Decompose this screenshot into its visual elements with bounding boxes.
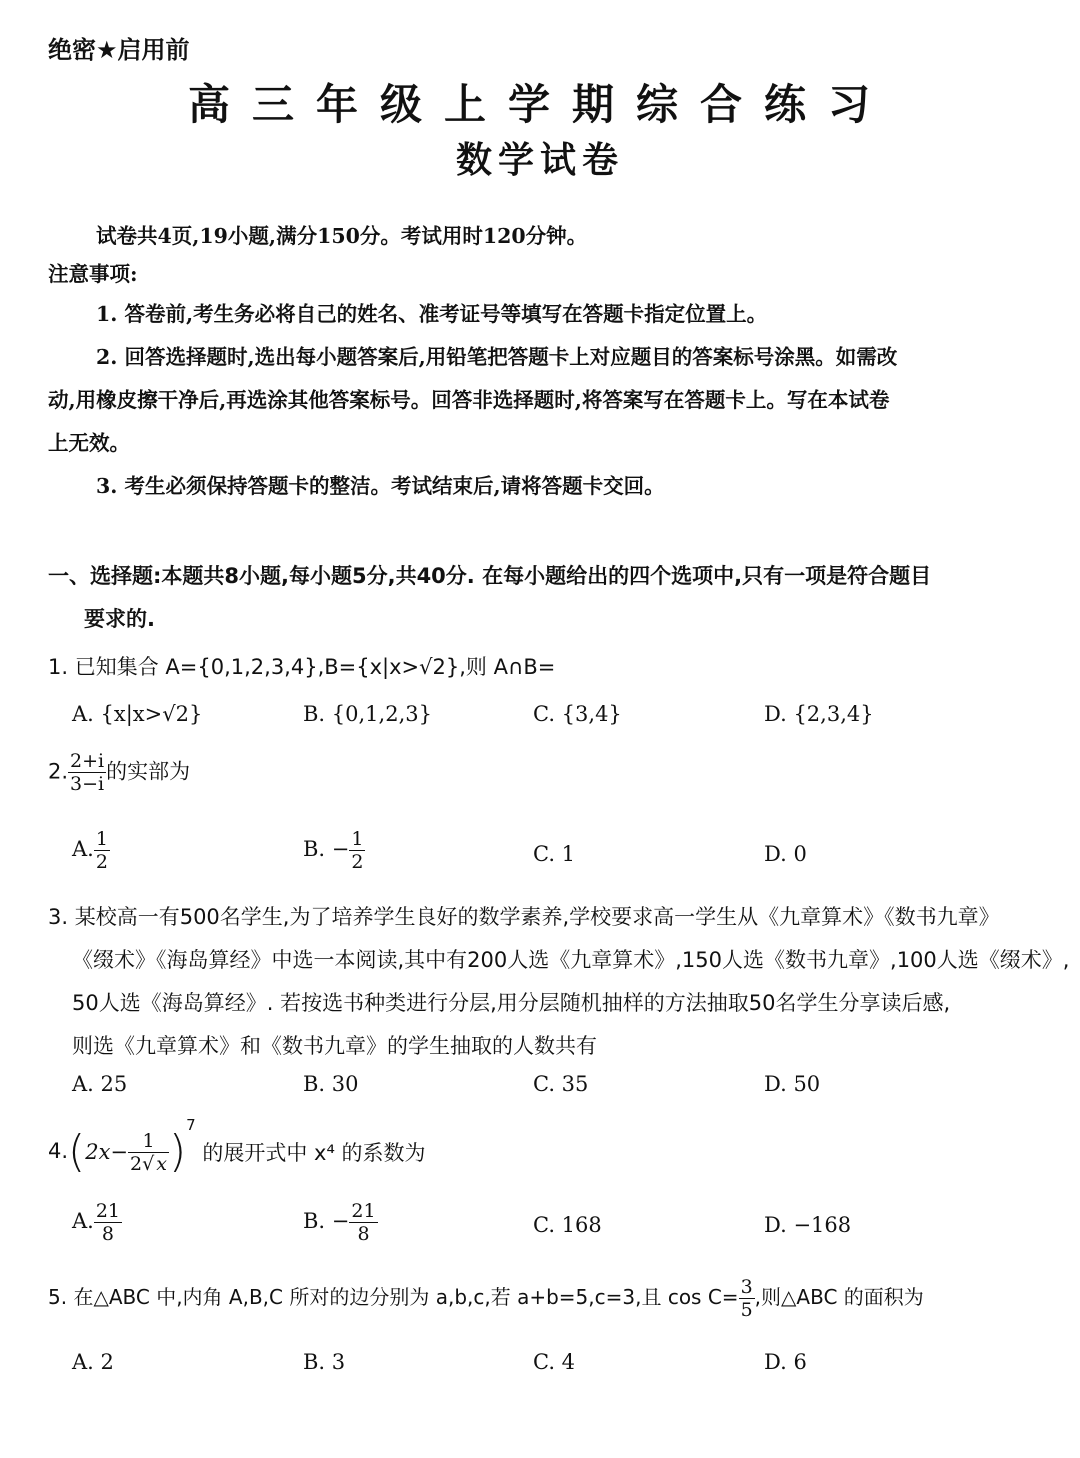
question-4-option-a-label: A. bbox=[72, 1209, 94, 1233]
question-5-option-c: C. 4 bbox=[533, 1350, 576, 1374]
notice-item-2-line-1: 2. 回答选择题时,选出每小题答案后,用铅笔把答题卡上对应题目的答案标号涂黑。如需改 bbox=[96, 345, 898, 369]
notice-item-2-line-3: 上无效。 bbox=[48, 431, 130, 455]
question-5-option-b: B. 3 bbox=[303, 1350, 346, 1374]
question-3-option-a: A. 25 bbox=[72, 1072, 128, 1096]
question-5-stem-head: 5. 在△ABC 中,内角 A,B,C 所对的边分别为 a,b,c,若 a+b=5,c=3,且 cos C= bbox=[48, 1285, 739, 1309]
question-2-option-a-label: A. bbox=[72, 837, 94, 861]
question-2-fraction-numerator: 2+i bbox=[70, 750, 105, 772]
question-4-option-d: D. −168 bbox=[764, 1213, 852, 1237]
question-4-stem-tail: 的展开式中 x⁴ 的系数为 bbox=[202, 1141, 426, 1165]
question-2-option-b-label: B. − bbox=[303, 837, 350, 861]
question-4-den-root: x bbox=[156, 1152, 167, 1175]
question-4-option-a-fraction bbox=[94, 1200, 122, 1245]
confidential-label: 绝密★启用前 bbox=[48, 36, 190, 64]
question-5-fraction-denominator: 5 bbox=[740, 1299, 753, 1321]
question-4-number: 4. bbox=[48, 1139, 69, 1163]
question-4-den-prefix: 2 bbox=[130, 1152, 143, 1175]
question-4-option-b-numerator: 21 bbox=[351, 1200, 376, 1222]
question-2-option-a-fraction bbox=[94, 828, 110, 873]
exam-summary: 试卷共4页,19小题,满分150分。考试用时120分钟。 bbox=[96, 224, 588, 248]
question-2-option-b-denominator: 2 bbox=[351, 851, 364, 873]
question-2-option-a-numerator: 1 bbox=[95, 828, 108, 850]
question-5-stem-tail: ,则△ABC 的面积为 bbox=[754, 1285, 924, 1309]
question-5-stem bbox=[48, 1276, 924, 1321]
exam-subject: 数学试卷 bbox=[455, 140, 624, 181]
question-2-stem bbox=[48, 750, 190, 795]
notice-item-1: 1. 答卷前,考生务必将自己的姓名、准考证号等填写在答题卡指定位置上。 bbox=[96, 302, 768, 326]
question-4-fraction-denominator: 2√ x bbox=[130, 1152, 167, 1175]
question-5-option-d: D. 6 bbox=[764, 1350, 807, 1374]
question-5-option-a: A. 2 bbox=[72, 1350, 114, 1374]
question-2-stem-tail: 的实部为 bbox=[106, 759, 191, 784]
section-1-heading: 一、选择题:本题共8小题,每小题5分,共40分. 在每小题给出的四个选项中,只有一项是符合题目 bbox=[48, 564, 932, 588]
question-5-fraction-numerator: 3 bbox=[740, 1276, 753, 1298]
question-2-number: 2. bbox=[48, 759, 69, 784]
question-2-option-a bbox=[72, 828, 110, 873]
question-2-option-a-denominator: 2 bbox=[95, 851, 108, 873]
question-3-option-b: B. 30 bbox=[303, 1072, 359, 1096]
question-4-option-b bbox=[303, 1200, 378, 1245]
question-4-expr-left: 2x− bbox=[85, 1140, 129, 1164]
question-4-fraction-numerator: 1 bbox=[128, 1130, 169, 1153]
question-3-line-2: 《缀术》《海岛算经》中选一本阅读,其中有200人选《九章算术》,150人选《数书九章》,100人选《缀术》, bbox=[72, 948, 1070, 972]
question-4-option-b-fraction bbox=[349, 1200, 377, 1245]
question-4-stem bbox=[48, 1116, 426, 1175]
question-1-stem: 1. 已知集合 A={0,1,2,3,4},B={x|x>√2},则 A∩B= bbox=[48, 655, 556, 679]
question-4-option-a-numerator: 21 bbox=[95, 1200, 121, 1222]
question-2-option-c: C. 1 bbox=[533, 842, 576, 866]
question-4-option-b-label: B. − bbox=[303, 1209, 350, 1233]
question-4-option-c: C. 168 bbox=[533, 1213, 602, 1237]
question-4-option-a-denominator: 8 bbox=[101, 1223, 114, 1245]
question-2-fraction bbox=[68, 750, 106, 795]
question-3-option-d: D. 50 bbox=[764, 1072, 821, 1096]
question-2-option-b bbox=[303, 828, 365, 873]
question-5-fraction bbox=[739, 1276, 755, 1321]
question-4-left-paren: ( bbox=[68, 1126, 86, 1177]
question-4-option-b-denominator: 8 bbox=[357, 1223, 370, 1245]
question-2-option-d: D. 0 bbox=[764, 842, 807, 866]
question-4-option-a bbox=[72, 1200, 122, 1245]
notice-item-3: 3. 考生必须保持答题卡的整洁。考试结束后,请将答题卡交回。 bbox=[96, 474, 665, 498]
question-1-option-b: B. {0,1,2,3} bbox=[303, 702, 432, 726]
question-3-line-1: 3. 某校高一有500名学生,为了培养学生良好的数学素养,学校要求高一学生从《九章算术》《数书九章》 bbox=[48, 905, 1000, 929]
notice-item-2-line-2: 动,用橡皮擦干净后,再选涂其他答案标号。回答非选择题时,将答案写在答题卡上。写在本试卷 bbox=[48, 388, 890, 412]
question-1-option-c: C. {3,4} bbox=[533, 702, 622, 726]
question-1-option-a: A. {x|x>√2} bbox=[72, 702, 203, 726]
question-3-option-c: C. 35 bbox=[533, 1072, 589, 1096]
question-3-line-4: 则选《九章算术》和《数书九章》的学生抽取的人数共有 bbox=[72, 1034, 597, 1058]
question-1-option-d: D. {2,3,4} bbox=[764, 702, 874, 726]
question-4-fraction bbox=[128, 1130, 169, 1175]
section-1-heading-cont: 要求的. bbox=[84, 607, 155, 631]
question-2-option-b-numerator: 1 bbox=[351, 828, 364, 850]
question-2-fraction-denominator: 3−i bbox=[70, 773, 105, 795]
question-4-right-paren: ) bbox=[168, 1126, 187, 1177]
question-2-option-b-fraction bbox=[349, 828, 365, 873]
question-3-line-3: 50人选《海岛算经》. 若按选书种类进行分层,用分层随机抽样的方法抽取50名学生分享读后感, bbox=[72, 991, 951, 1015]
question-4-exponent: 7 bbox=[186, 1116, 196, 1134]
notice-heading: 注意事项: bbox=[48, 262, 138, 286]
exam-title: 高三年级上学期综合练习 bbox=[187, 80, 892, 129]
